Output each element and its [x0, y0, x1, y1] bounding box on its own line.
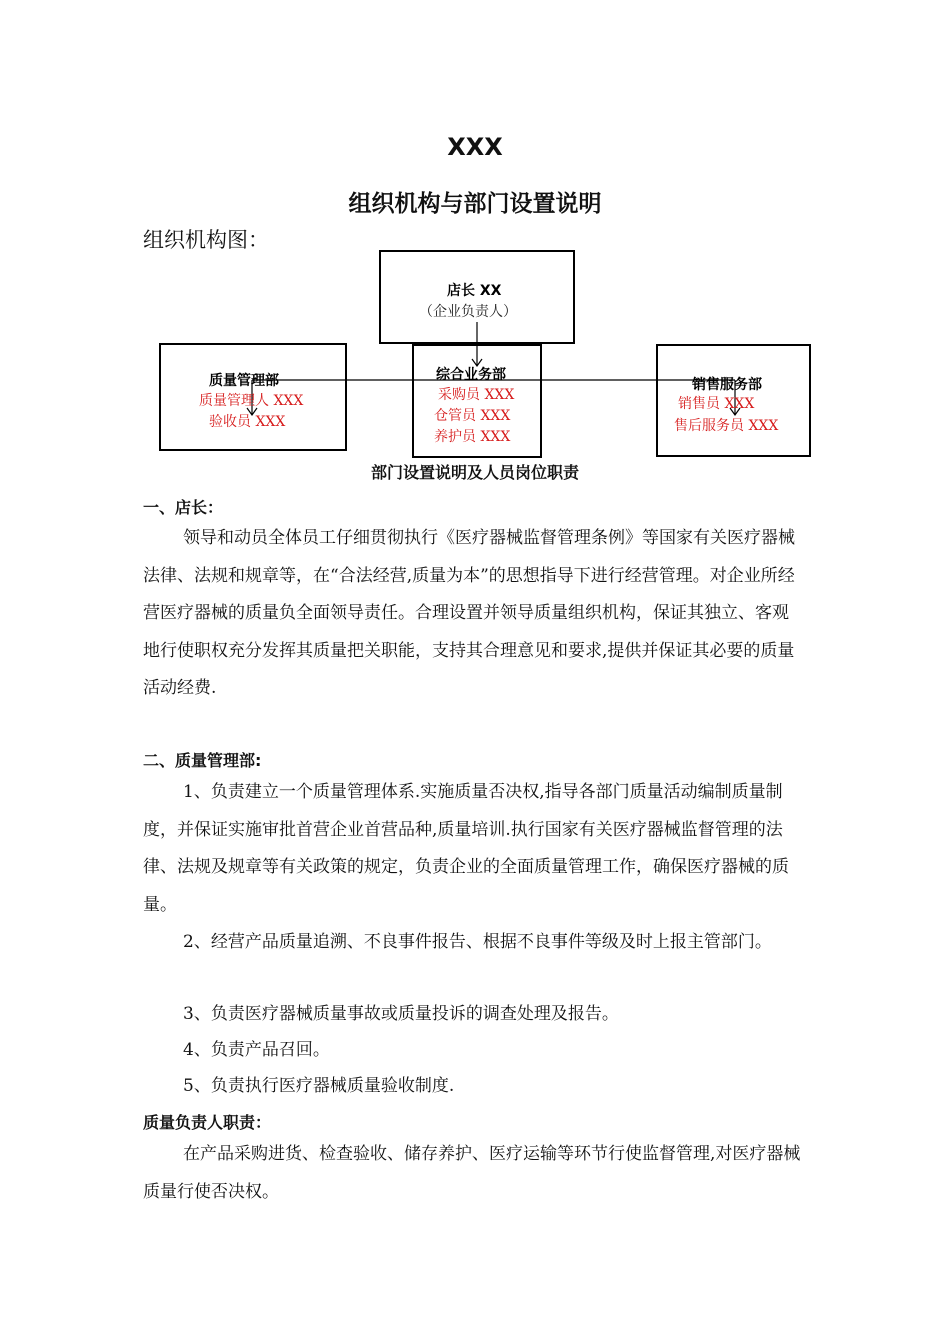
section-1-heading: 一、店长： — [143, 498, 224, 517]
document-subtitle: 组织机构与部门设置说明 — [348, 191, 602, 217]
sales-service-dept-name: 销售服务部 — [692, 377, 762, 393]
org-box-store-manager — [379, 250, 575, 344]
section-2-heading: 二、质量管理部: — [143, 751, 262, 770]
section-title: 部门设置说明及人员岗位职责 — [370, 463, 579, 482]
section-2-item-5: 5、负责执行医疗器械质量验收制度. — [183, 1076, 455, 1096]
quality-dept-member-2: 验收员 XXX — [209, 414, 286, 430]
store-manager-name: 店长 XX — [447, 283, 502, 299]
section-2-item-2: 2、经营产品质量追溯、不良事件报告、根据不良事件等级及时上报主管部门。 — [183, 932, 772, 952]
section-2-item-3: 3、负责医疗器械质量事故或质量投诉的调查处理及报告。 — [183, 1004, 619, 1024]
general-business-member-2: 仓管员 XXX — [434, 408, 511, 424]
quality-dept-name: 质量管理部 — [209, 373, 279, 389]
org-box-sales-service-dept — [656, 344, 811, 457]
section-2-item-4: 4、负责产品召回。 — [183, 1040, 330, 1060]
section-3-body: 在产品采购进货、检查验收、储存养护、医疗运输等环节行使监督管理,对医疗器械质量行使否决权。 — [143, 1144, 801, 1202]
sales-service-member-1: 销售员 XXX — [678, 396, 755, 412]
section-2-item-1: 1、负责建立一个质量管理体系.实施质量否决权,指导各部门质量活动编制质量制度，并保证实施审批首营企业首营品种,质量培训.执行国家有关医疗器械监督管理的法律、法规及规章等有关政策的规定，负责企业的全面质量管理工作，确保医疗器械的质量。 — [143, 782, 789, 915]
general-business-member-1: 采购员 XXX — [438, 387, 515, 403]
org-chart-label: 组织机构图： — [143, 228, 269, 252]
org-box-quality-dept — [159, 343, 347, 451]
org-box-general-business-dept — [412, 344, 542, 458]
quality-dept-member-1: 质量管理人 XXX — [199, 393, 304, 409]
store-manager-note: （企业负责人） — [419, 304, 517, 320]
general-business-dept-name: 综合业务部 — [436, 367, 506, 383]
section-3-heading: 质量负责人职责： — [143, 1113, 272, 1132]
general-business-member-3: 养护员 XXX — [434, 429, 511, 445]
sales-service-member-2: 售后服务员 XXX — [674, 418, 779, 434]
document-title: XXX — [447, 133, 503, 161]
section-1-body: 领导和动员全体员工仔细贯彻执行《医疗器械监督管理条例》等国家有关医疗器械法律、法规和规章等，在“合法经营,质量为本”的思想指导下进行经营管理。对企业所经营医疗器械的质量负全面领导责任。合理设置并领导质量组织机构，保证其独立、客观地行使职权充分发挥其质量把关职能，支持其合理意见和要求,提供并保证其必要的质量活动经费. — [143, 528, 795, 698]
